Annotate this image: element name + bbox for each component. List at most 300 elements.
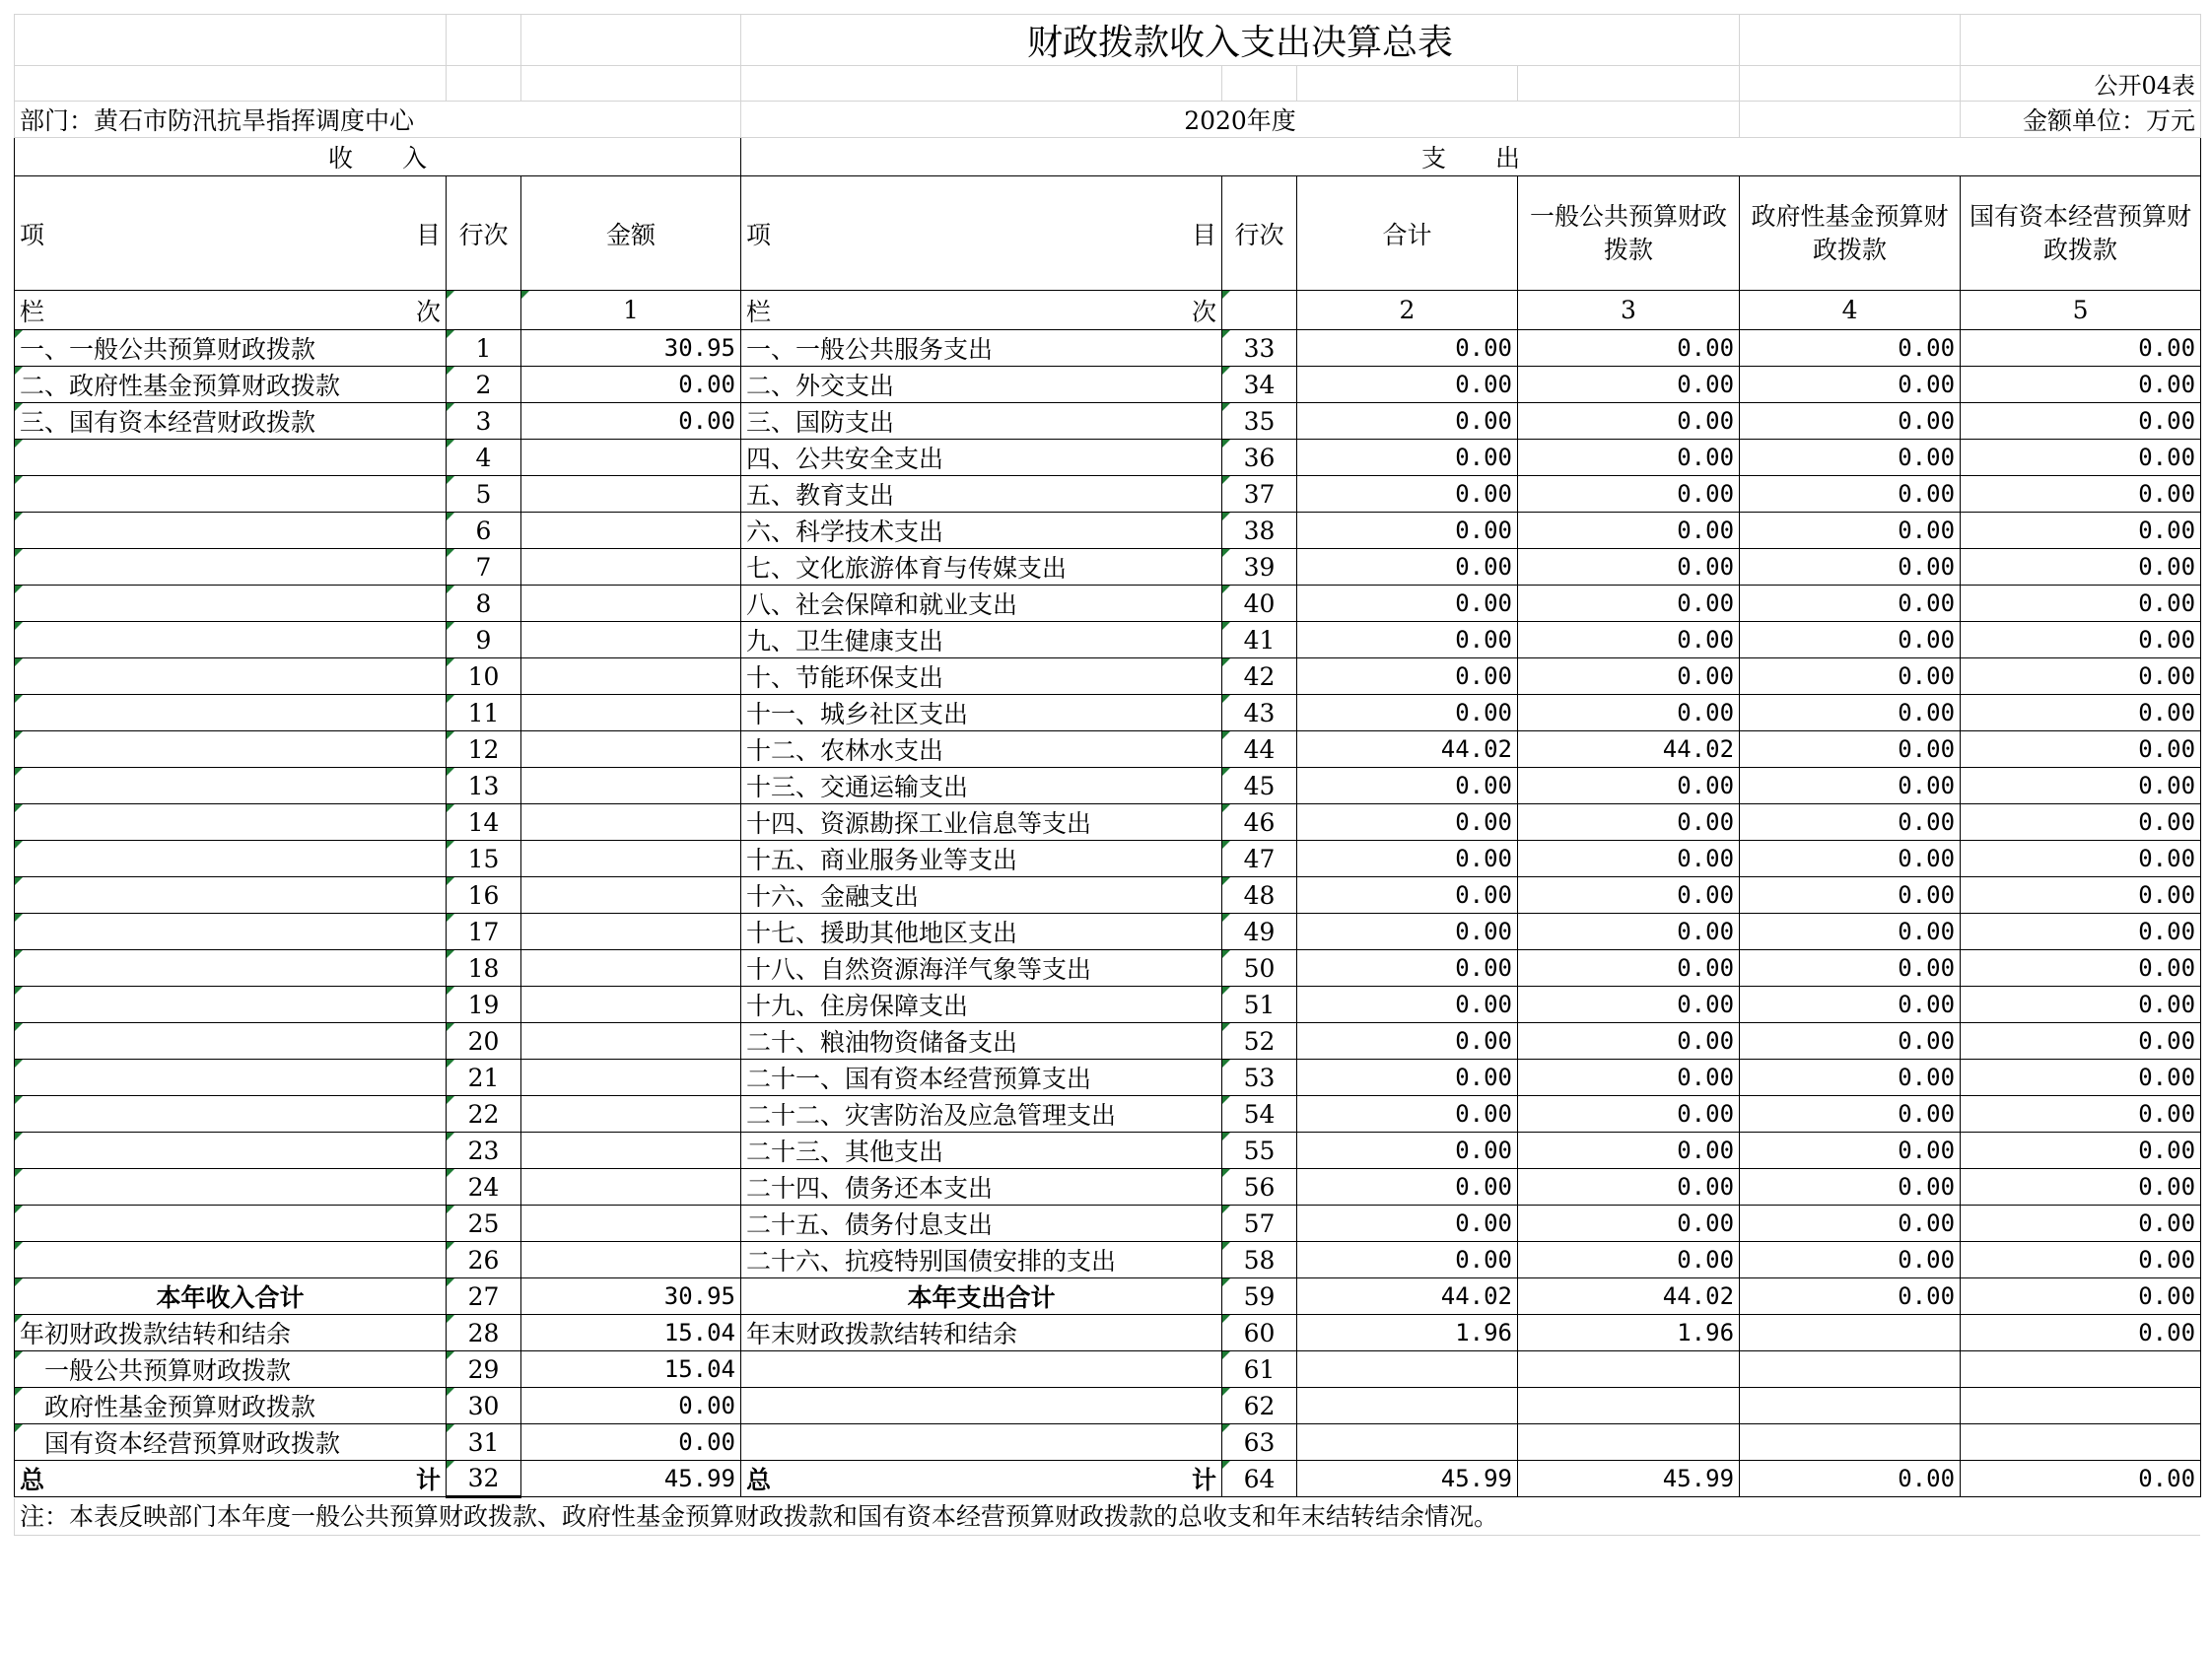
carryover-row xyxy=(15,1424,2201,1461)
expense-state-capital: 0.00 xyxy=(1961,1169,2201,1206)
income-item xyxy=(15,731,447,768)
income-line-no: 11 xyxy=(447,695,521,731)
income-item xyxy=(15,476,447,513)
expense-line-no: 37 xyxy=(1222,476,1297,513)
income-line-no: 14 xyxy=(447,804,521,841)
expense-general-budget: 0.00 xyxy=(1518,476,1740,513)
income-item: 国有资本经营预算财政拨款 xyxy=(15,1424,447,1461)
expense-state-capital: 0.00 xyxy=(1961,1133,2201,1169)
expense-state-capital: 0.00 xyxy=(1961,1060,2201,1096)
expense-item: 二十一、国有资本经营预算支出 xyxy=(741,1060,1222,1096)
income-item: 本年收入合计 xyxy=(15,1278,447,1315)
expense-gov-fund: 0.00 xyxy=(1740,950,1961,987)
expense-line-no: 64 xyxy=(1222,1461,1297,1497)
expense-gov-fund: 0.00 xyxy=(1740,877,1961,914)
expense-state-capital: 0.00 xyxy=(1961,367,2201,403)
income-amount xyxy=(521,622,741,658)
expense-gov-fund: 0.00 xyxy=(1740,841,1961,877)
income-line-no: 19 xyxy=(447,987,521,1023)
expense-general-budget: 0.00 xyxy=(1518,914,1740,950)
expense-total: 44.02 xyxy=(1297,1278,1518,1315)
expense-state-capital: 0.00 xyxy=(1961,1096,2201,1133)
expense-item: 十五、商业服务业等支出 xyxy=(741,841,1222,877)
expense-line-no: 47 xyxy=(1222,841,1297,877)
expense-item: 二十五、债务付息支出 xyxy=(741,1206,1222,1242)
expense-total: 0.00 xyxy=(1297,658,1518,695)
income-line-no: 13 xyxy=(447,768,521,804)
income-line-no: 18 xyxy=(447,950,521,987)
expense-item xyxy=(741,1388,1222,1424)
expense-state-capital: 0.00 xyxy=(1961,330,2201,367)
expense-total: 0.00 xyxy=(1297,695,1518,731)
expense-line-no: 63 xyxy=(1222,1424,1297,1461)
expense-total: 0.00 xyxy=(1297,622,1518,658)
column-index-1: 1 xyxy=(521,291,741,330)
income-line-no: 4 xyxy=(447,440,521,476)
expense-general-budget: 44.02 xyxy=(1518,1278,1740,1315)
state-capital-header: 国有资本经营预算财政拨款 xyxy=(1961,176,2201,291)
expense-item: 九、卫生健康支出 xyxy=(741,622,1222,658)
income-item: 年初财政拨款结转和结余 xyxy=(15,1315,447,1351)
expense-line-no: 51 xyxy=(1222,987,1297,1023)
income-amount xyxy=(521,877,741,914)
expense-gov-fund: 0.00 xyxy=(1740,1023,1961,1060)
expense-general-budget: 0.00 xyxy=(1518,1206,1740,1242)
income-item: 政府性基金预算财政拨款 xyxy=(15,1388,447,1424)
expense-item: 二十三、其他支出 xyxy=(741,1133,1222,1169)
income-line-no: 25 xyxy=(447,1206,521,1242)
income-amount xyxy=(521,1060,741,1096)
income-line-no: 3 xyxy=(447,403,521,440)
carryover-row xyxy=(15,1315,2201,1351)
income-line-no: 2 xyxy=(447,367,521,403)
expense-item: 二十四、债务还本支出 xyxy=(741,1169,1222,1206)
expense-item: 二十六、抗疫特别国债安排的支出 xyxy=(741,1242,1222,1278)
expense-gov-fund: 0.00 xyxy=(1740,1096,1961,1133)
income-amount-header: 金额 xyxy=(521,176,741,291)
income-amount xyxy=(521,768,741,804)
expense-state-capital: 0.00 xyxy=(1961,549,2201,586)
expense-general-budget: 1.96 xyxy=(1518,1315,1740,1351)
expense-total: 0.00 xyxy=(1297,1169,1518,1206)
expense-general-budget: 0.00 xyxy=(1518,367,1740,403)
expense-state-capital: 0.00 xyxy=(1961,1023,2201,1060)
expense-state-capital: 0.00 xyxy=(1961,804,2201,841)
income-amount: 0.00 xyxy=(521,403,741,440)
expense-gov-fund: 0.00 xyxy=(1740,1242,1961,1278)
income-amount xyxy=(521,658,741,695)
expense-total: 1.96 xyxy=(1297,1315,1518,1351)
expense-total xyxy=(1297,1351,1518,1388)
expense-state-capital: 0.00 xyxy=(1961,1278,2201,1315)
income-amount xyxy=(521,1242,741,1278)
expense-item: 十七、援助其他地区支出 xyxy=(741,914,1222,950)
income-item xyxy=(15,877,447,914)
expense-general-budget: 0.00 xyxy=(1518,549,1740,586)
expense-gov-fund: 0.00 xyxy=(1740,987,1961,1023)
expense-gov-fund: 0.00 xyxy=(1740,440,1961,476)
expense-general-budget: 44.02 xyxy=(1518,731,1740,768)
table-row xyxy=(15,658,2201,695)
expense-general-budget: 0.00 xyxy=(1518,658,1740,695)
expense-item-header: 项 目 xyxy=(741,176,1222,291)
expense-state-capital: 0.00 xyxy=(1961,658,2201,695)
expense-line-no: 38 xyxy=(1222,513,1297,549)
income-amount xyxy=(521,1169,741,1206)
expense-gov-fund: 0.00 xyxy=(1740,1278,1961,1315)
income-amount: 15.04 xyxy=(521,1351,741,1388)
income-item xyxy=(15,1206,447,1242)
table-row xyxy=(15,987,2201,1023)
expense-total: 0.00 xyxy=(1297,1023,1518,1060)
expense-gov-fund xyxy=(1740,1424,1961,1461)
expense-general-budget: 0.00 xyxy=(1518,1169,1740,1206)
expense-gov-fund: 0.00 xyxy=(1740,330,1961,367)
expense-item: 八、社会保障和就业支出 xyxy=(741,586,1222,622)
column-index-2: 2 xyxy=(1297,291,1518,330)
expense-line-no: 54 xyxy=(1222,1096,1297,1133)
expense-state-capital xyxy=(1961,1424,2201,1461)
expense-item: 本年支出合计 xyxy=(741,1278,1222,1315)
expense-general-budget: 0.00 xyxy=(1518,1242,1740,1278)
income-item xyxy=(15,622,447,658)
income-amount xyxy=(521,586,741,622)
table-row xyxy=(15,330,2201,367)
expense-state-capital: 0.00 xyxy=(1961,768,2201,804)
expense-gov-fund xyxy=(1740,1351,1961,1388)
income-amount xyxy=(521,1023,741,1060)
expense-general-budget: 45.99 xyxy=(1518,1461,1740,1497)
expense-state-capital: 0.00 xyxy=(1961,950,2201,987)
table-row xyxy=(15,586,2201,622)
expense-total: 0.00 xyxy=(1297,367,1518,403)
expense-line-no: 41 xyxy=(1222,622,1297,658)
department-label: 部门：黄石市防汛抗旱指挥调度中心 xyxy=(15,102,741,138)
income-line-no: 21 xyxy=(447,1060,521,1096)
income-item xyxy=(15,513,447,549)
expense-line-no: 62 xyxy=(1222,1388,1297,1424)
income-line-no: 27 xyxy=(447,1278,521,1315)
expense-gov-fund: 0.00 xyxy=(1740,513,1961,549)
expense-item: 二十二、灾害防治及应急管理支出 xyxy=(741,1096,1222,1133)
income-item: 三、国有资本经营财政拨款 xyxy=(15,403,447,440)
expense-general-budget: 0.00 xyxy=(1518,330,1740,367)
fiscal-year: 2020年度 xyxy=(741,102,1740,138)
expense-total: 0.00 xyxy=(1297,330,1518,367)
income-line-no: 24 xyxy=(447,1169,521,1206)
expense-gov-fund: 0.00 xyxy=(1740,367,1961,403)
income-item xyxy=(15,658,447,695)
expense-gov-fund: 0.00 xyxy=(1740,549,1961,586)
expense-total: 0.00 xyxy=(1297,1060,1518,1096)
expense-state-capital: 0.00 xyxy=(1961,731,2201,768)
income-item xyxy=(15,1133,447,1169)
expense-item: 十九、住房保障支出 xyxy=(741,987,1222,1023)
expense-line-no: 56 xyxy=(1222,1169,1297,1206)
expense-total: 0.00 xyxy=(1297,1133,1518,1169)
income-item xyxy=(15,1169,447,1206)
income-line-no: 8 xyxy=(447,586,521,622)
income-amount xyxy=(521,950,741,987)
expense-item: 一、一般公共服务支出 xyxy=(741,330,1222,367)
income-item: 一、一般公共预算财政拨款 xyxy=(15,330,447,367)
expense-line-no: 35 xyxy=(1222,403,1297,440)
table-row xyxy=(15,367,2201,403)
expense-general-budget xyxy=(1518,1351,1740,1388)
income-line-no: 23 xyxy=(447,1133,521,1169)
expense-state-capital: 0.00 xyxy=(1961,1461,2201,1497)
expense-general-budget: 0.00 xyxy=(1518,768,1740,804)
table-row xyxy=(15,1169,2201,1206)
expense-state-capital: 0.00 xyxy=(1961,695,2201,731)
income-amount xyxy=(521,549,741,586)
income-item-header: 项 目 xyxy=(15,176,447,291)
expense-line-no: 36 xyxy=(1222,440,1297,476)
expense-state-capital: 0.00 xyxy=(1961,987,2201,1023)
expense-item: 十四、资源勘探工业信息等支出 xyxy=(741,804,1222,841)
expense-line-no: 46 xyxy=(1222,804,1297,841)
expense-gov-fund xyxy=(1740,1315,1961,1351)
income-amount xyxy=(521,841,741,877)
expense-line-no: 44 xyxy=(1222,731,1297,768)
table-row xyxy=(15,768,2201,804)
expense-item: 十八、自然资源海洋气象等支出 xyxy=(741,950,1222,987)
table-row xyxy=(15,513,2201,549)
expense-total: 0.00 xyxy=(1297,987,1518,1023)
expense-line-no: 45 xyxy=(1222,768,1297,804)
statement-sheet xyxy=(14,14,2200,1536)
table-row xyxy=(15,1023,2201,1060)
expense-item: 十一、城乡社区支出 xyxy=(741,695,1222,731)
expense-line-no: 50 xyxy=(1222,950,1297,987)
expense-line-no: 52 xyxy=(1222,1023,1297,1060)
expense-state-capital: 0.00 xyxy=(1961,1242,2201,1278)
expense-general-budget: 0.00 xyxy=(1518,1096,1740,1133)
income-line-no: 30 xyxy=(447,1388,521,1424)
income-item: 一般公共预算财政拨款 xyxy=(15,1351,447,1388)
expense-item: 二十、粮油物资储备支出 xyxy=(741,1023,1222,1060)
income-amount xyxy=(521,1096,741,1133)
expense-gov-fund: 0.00 xyxy=(1740,1133,1961,1169)
income-line-header: 行次 xyxy=(447,176,521,291)
income-item xyxy=(15,1242,447,1278)
expense-state-capital: 0.00 xyxy=(1961,586,2201,622)
income-amount xyxy=(521,731,741,768)
expense-total xyxy=(1297,1388,1518,1424)
expense-line-no: 58 xyxy=(1222,1242,1297,1278)
expense-total: 0.00 xyxy=(1297,804,1518,841)
expense-line-no: 33 xyxy=(1222,330,1297,367)
income-amount xyxy=(521,804,741,841)
expense-state-capital: 0.00 xyxy=(1961,622,2201,658)
expense-total: 0.00 xyxy=(1297,440,1518,476)
expense-general-budget: 0.00 xyxy=(1518,1023,1740,1060)
income-amount xyxy=(521,1206,741,1242)
expense-item: 十、节能环保支出 xyxy=(741,658,1222,695)
income-amount: 0.00 xyxy=(521,1388,741,1424)
grand-total-income-label: 总 计 xyxy=(15,1461,447,1497)
carryover-row xyxy=(15,1388,2201,1424)
expense-general-budget: 0.00 xyxy=(1518,987,1740,1023)
table-row xyxy=(15,1133,2201,1169)
expense-state-capital: 0.00 xyxy=(1961,841,2201,877)
income-line-no: 15 xyxy=(447,841,521,877)
expense-gov-fund: 0.00 xyxy=(1740,695,1961,731)
expense-gov-fund: 0.00 xyxy=(1740,403,1961,440)
income-item xyxy=(15,549,447,586)
income-amount: 15.04 xyxy=(521,1315,741,1351)
expense-general-budget: 0.00 xyxy=(1518,695,1740,731)
expense-total: 0.00 xyxy=(1297,877,1518,914)
expense-header: 支 出 xyxy=(741,138,2201,176)
income-amount: 0.00 xyxy=(521,1424,741,1461)
expense-state-capital: 0.00 xyxy=(1961,403,2201,440)
column-index-4: 4 xyxy=(1740,291,1961,330)
table-row xyxy=(15,549,2201,586)
expense-total: 0.00 xyxy=(1297,914,1518,950)
income-line-no: 31 xyxy=(447,1424,521,1461)
income-amount xyxy=(521,440,741,476)
expense-state-capital: 0.00 xyxy=(1961,476,2201,513)
expense-state-capital: 0.00 xyxy=(1961,440,2201,476)
income-line-no: 7 xyxy=(447,549,521,586)
income-line-no: 12 xyxy=(447,731,521,768)
income-amount: 0.00 xyxy=(521,367,741,403)
expense-line-no: 55 xyxy=(1222,1133,1297,1169)
table-row xyxy=(15,877,2201,914)
income-amount xyxy=(521,476,741,513)
table-row xyxy=(15,804,2201,841)
expense-gov-fund: 0.00 xyxy=(1740,658,1961,695)
expense-total: 0.00 xyxy=(1297,476,1518,513)
footnote: 注：本表反映部门本年度一般公共预算财政拨款、政府性基金预算财政拨款和国有资本经营预算财政拨款的总收支和年末结转结余情况。 xyxy=(14,1498,2200,1536)
expense-general-budget: 0.00 xyxy=(1518,403,1740,440)
income-line-no: 22 xyxy=(447,1096,521,1133)
expense-line-no: 34 xyxy=(1222,367,1297,403)
expense-line-no: 57 xyxy=(1222,1206,1297,1242)
expense-line-no: 61 xyxy=(1222,1351,1297,1388)
table-row xyxy=(15,440,2201,476)
income-item xyxy=(15,804,447,841)
income-amount xyxy=(521,1133,741,1169)
grand-total-expense-label: 总 计 xyxy=(741,1461,1222,1497)
expense-item: 年末财政拨款结转和结余 xyxy=(741,1315,1222,1351)
income-item xyxy=(15,440,447,476)
income-amount: 30.95 xyxy=(521,330,741,367)
income-amount xyxy=(521,513,741,549)
income-amount xyxy=(521,987,741,1023)
income-line-no: 16 xyxy=(447,877,521,914)
carryover-row xyxy=(15,1351,2201,1388)
table-row xyxy=(15,1096,2201,1133)
expense-total: 0.00 xyxy=(1297,586,1518,622)
income-item xyxy=(15,914,447,950)
income-item xyxy=(15,586,447,622)
expense-line-no: 60 xyxy=(1222,1315,1297,1351)
expense-item: 七、文化旅游体育与传媒支出 xyxy=(741,549,1222,586)
expense-column-index-label: 栏 次 xyxy=(741,291,1222,330)
table-row xyxy=(15,841,2201,877)
expense-gov-fund: 0.00 xyxy=(1740,731,1961,768)
grand-total-row xyxy=(15,1461,2201,1497)
expense-line-no: 53 xyxy=(1222,1060,1297,1096)
table-row xyxy=(15,695,2201,731)
expense-general-budget: 0.00 xyxy=(1518,586,1740,622)
income-item xyxy=(15,1023,447,1060)
expense-general-budget: 0.00 xyxy=(1518,841,1740,877)
income-item xyxy=(15,987,447,1023)
unit-label: 金额单位：万元 xyxy=(1961,102,2201,138)
expense-general-budget: 0.00 xyxy=(1518,622,1740,658)
expense-state-capital xyxy=(1961,1351,2201,1388)
expense-general-budget: 0.00 xyxy=(1518,877,1740,914)
income-header: 收 入 xyxy=(15,138,741,176)
income-amount xyxy=(521,695,741,731)
expense-total: 0.00 xyxy=(1297,841,1518,877)
expense-gov-fund: 0.00 xyxy=(1740,804,1961,841)
income-line-no: 32 xyxy=(447,1461,521,1497)
expense-gov-fund xyxy=(1740,1388,1961,1424)
expense-line-header: 行次 xyxy=(1222,176,1297,291)
expense-gov-fund: 0.00 xyxy=(1740,476,1961,513)
expense-total: 0.00 xyxy=(1297,768,1518,804)
income-line-no: 6 xyxy=(447,513,521,549)
gov-fund-header: 政府性基金预算财政拨款 xyxy=(1740,176,1961,291)
table-row xyxy=(15,622,2201,658)
income-line-no: 9 xyxy=(447,622,521,658)
expense-gov-fund: 0.00 xyxy=(1740,914,1961,950)
income-item xyxy=(15,695,447,731)
expense-item: 四、公共安全支出 xyxy=(741,440,1222,476)
income-item xyxy=(15,841,447,877)
expense-gov-fund: 0.00 xyxy=(1740,1169,1961,1206)
expense-general-budget xyxy=(1518,1424,1740,1461)
income-amount: 45.99 xyxy=(521,1461,741,1497)
income-amount: 30.95 xyxy=(521,1278,741,1315)
expense-line-no: 40 xyxy=(1222,586,1297,622)
expense-general-budget: 0.00 xyxy=(1518,950,1740,987)
budget-table xyxy=(14,14,2201,1498)
table-row xyxy=(15,731,2201,768)
income-line-no: 17 xyxy=(447,914,521,950)
expense-state-capital: 0.00 xyxy=(1961,513,2201,549)
table-number: 公开04表 xyxy=(1961,66,2201,102)
expense-line-no: 43 xyxy=(1222,695,1297,731)
expense-line-no: 59 xyxy=(1222,1278,1297,1315)
expense-state-capital: 0.00 xyxy=(1961,914,2201,950)
report-title: 财政拨款收入支出决算总表 xyxy=(741,15,1740,66)
expense-state-capital: 0.00 xyxy=(1961,1315,2201,1351)
table-row xyxy=(15,950,2201,987)
expense-total: 0.00 xyxy=(1297,549,1518,586)
expense-general-budget: 0.00 xyxy=(1518,513,1740,549)
expense-item: 十二、农林水支出 xyxy=(741,731,1222,768)
income-item xyxy=(15,950,447,987)
expense-state-capital xyxy=(1961,1388,2201,1424)
income-line-no: 5 xyxy=(447,476,521,513)
income-amount xyxy=(521,914,741,950)
expense-gov-fund: 0.00 xyxy=(1740,768,1961,804)
total-header: 合计 xyxy=(1297,176,1518,291)
expense-total: 45.99 xyxy=(1297,1461,1518,1497)
table-row xyxy=(15,1206,2201,1242)
expense-state-capital: 0.00 xyxy=(1961,1206,2201,1242)
expense-total: 0.00 xyxy=(1297,950,1518,987)
expense-general-budget: 0.00 xyxy=(1518,804,1740,841)
income-item: 二、政府性基金预算财政拨款 xyxy=(15,367,447,403)
expense-item: 十三、交通运输支出 xyxy=(741,768,1222,804)
expense-item: 三、国防支出 xyxy=(741,403,1222,440)
